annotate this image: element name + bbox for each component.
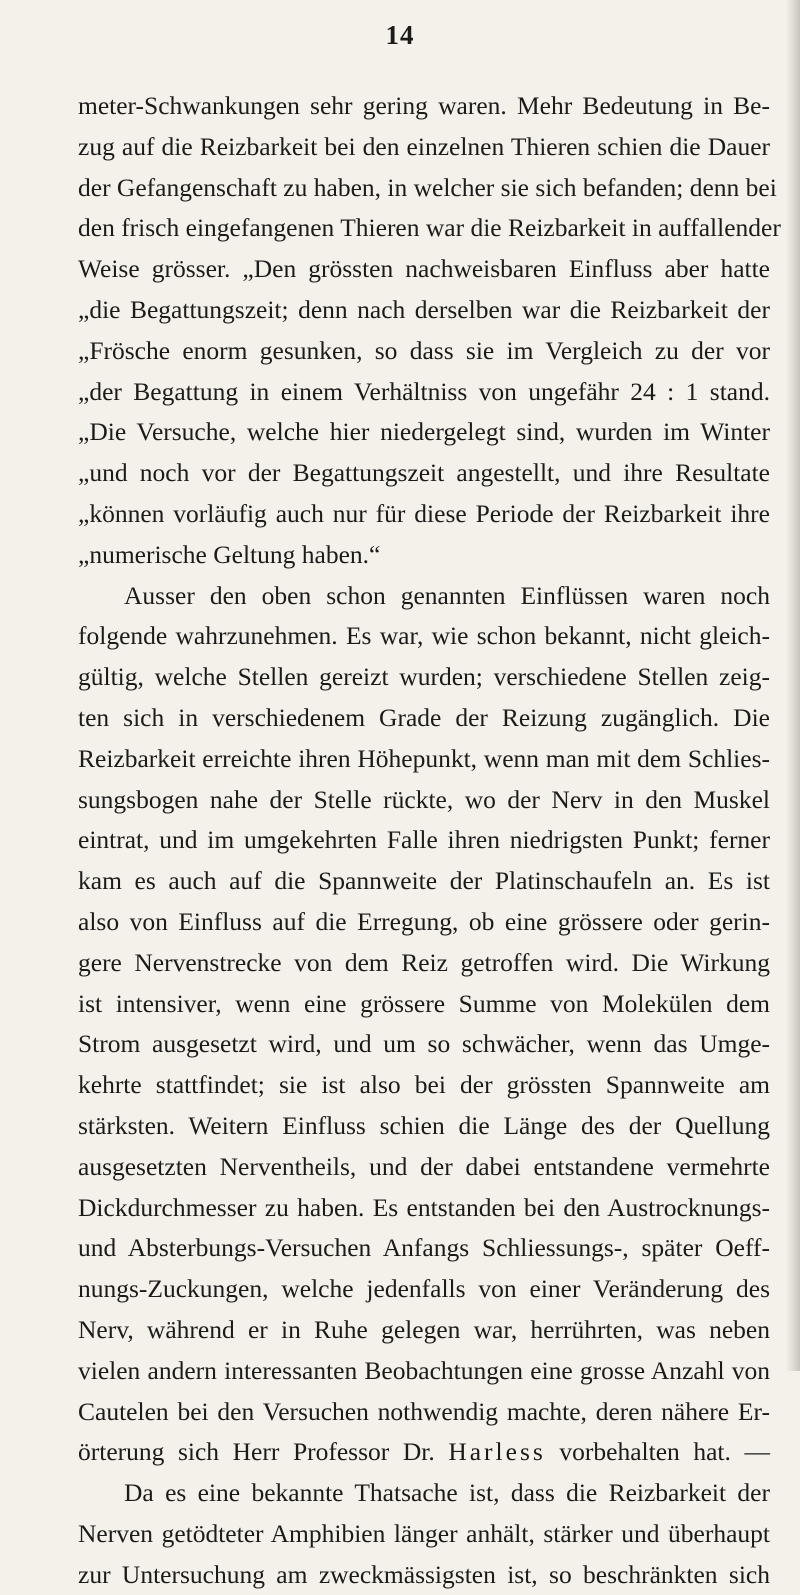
text-line: kam es auch auf die Spannweite der Platinschaufeln an. Es ist xyxy=(78,866,770,896)
text-line: ist intensiver, wenn eine grössere Summe von Molekülen dem xyxy=(78,988,770,1018)
text-line: sungsbogen nahe der Stelle rückte, wo der Nerv in den Muskel xyxy=(78,784,770,814)
text-line: Weise grösser. „Den grössten nachweisbaren Einfluss aber hatte xyxy=(78,254,770,284)
text-line-with-name xyxy=(78,1432,770,1473)
text-line: Strom ausgesetzt wird, und um so schwächer, wenn das Umge- xyxy=(78,1029,770,1059)
text-line: der Gefangenschaft zu haben, in welcher sie sich befanden; denn bei xyxy=(78,172,777,202)
text-line: Da es eine bekannte Thatsache ist, dass die Reizbarkeit der xyxy=(124,1478,770,1508)
text-line: ausgesetzten Nerventheils, und der dabei entstandene vermehrte xyxy=(78,1151,770,1181)
text-line: Nerven getödteter Amphibien länger anhält, stärker und überhaupt xyxy=(78,1518,770,1548)
text-line: folgende wahrzunehmen. Es war, wie schon bekannt, nicht gleich- xyxy=(78,621,770,651)
text-line: „der Begattung in einem Verhältniss von ungefähr 24 : 1 stand. xyxy=(78,376,770,406)
text-line: zur Untersuchung am zweckmässigsten ist, so beschränkten sich xyxy=(78,1559,770,1589)
person-name: Harless xyxy=(448,1437,546,1467)
text-line: ten sich in verschiedenem Grade der Reizung zugänglich. Die xyxy=(78,702,770,732)
text-line: Cautelen bei den Versuchen nothwendig machte, deren nähere Er- xyxy=(78,1396,770,1426)
text-line: also von Einfluss auf die Erregung, ob eine grössere oder gerin- xyxy=(78,906,770,936)
text-line: und Absterbungs-Versuchen Anfangs Schliessungs-, später Oeff- xyxy=(78,1233,770,1263)
text-line: „können vorläufig auch nur für diese Periode der Reizbarkeit ihre xyxy=(78,498,770,528)
text-line: „numerische Geltung haben.“ xyxy=(78,539,381,569)
text-line: gere Nervenstrecke von dem Reiz getroffen wird. Die Wirkung xyxy=(78,947,770,977)
text-line: meter-Schwankungen sehr gering waren. Mehr Bedeutung in Be- xyxy=(78,91,770,120)
page-number: 14 xyxy=(385,20,415,50)
text-segment: örterung sich Herr Professor Dr. xyxy=(78,1437,449,1467)
text-line: kehrte stattfindet; sie ist also bei der grössten Spannweite am xyxy=(78,1070,770,1100)
text-line: stärksten. Weitern Einfluss schien die Länge des der Quellung xyxy=(78,1110,770,1140)
text-line: „Frösche enorm gesunken, so dass sie im Vergleich zu der vor xyxy=(78,335,770,365)
text-line: vielen andern interessanten Beobachtungen eine grosse Anzahl von xyxy=(78,1355,770,1385)
text-line: Nerv, während er in Ruhe gelegen war, herrührten, was neben xyxy=(78,1314,770,1344)
text-line: zug auf die Reizbarkeit bei den einzelnen Thieren schien die Dauer xyxy=(78,131,770,161)
text-line: Reizbarkeit erreichte ihren Höhepunkt, wenn man mit dem Schlies- xyxy=(78,743,770,773)
body-text xyxy=(78,86,781,1595)
text-line: den frisch eingefangenen Thieren war die Reizbarkeit in auffallender xyxy=(78,213,781,243)
text-line: „Die Versuche, welche hier niedergelegt sind, wurden im Winter xyxy=(78,417,770,447)
page-edge-shadow xyxy=(786,0,800,1371)
text-line: gültig, welche Stellen gereizt wurden; verschiedene Stellen zeig- xyxy=(78,662,770,692)
text-line: Ausser den oben schon genannten Einflüssen waren noch xyxy=(124,580,770,610)
text-line: „und noch vor der Begattungszeit angestellt, und ihre Resultate xyxy=(78,458,770,488)
text-line: eintrat, und im umgekehrten Falle ihren niedrigsten Punkt; ferner xyxy=(78,825,770,855)
text-segment: vorbehalten hat. — xyxy=(545,1437,770,1467)
text-line: „die Begattungszeit; denn nach derselben war die Reizbarkeit der xyxy=(78,294,770,324)
text-line: nungs-Zuckungen, welche jedenfalls von einer Veränderung des xyxy=(78,1274,770,1304)
text-line: Dickdurchmesser zu haben. Es entstanden bei den Austrocknungs- xyxy=(78,1192,770,1222)
